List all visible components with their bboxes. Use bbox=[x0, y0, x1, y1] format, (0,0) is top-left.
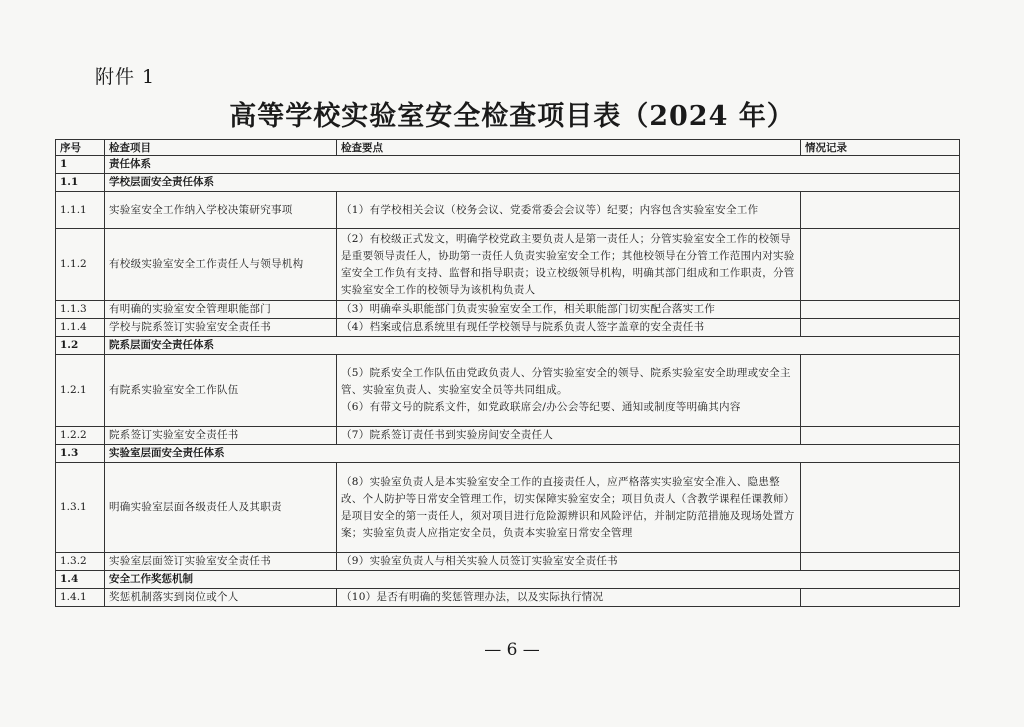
row-point: （7）院系签订责任书到实验房间安全责任人 bbox=[337, 427, 801, 445]
subsection-no: 1.1 bbox=[56, 174, 105, 192]
table-row bbox=[56, 192, 960, 229]
row-record bbox=[801, 319, 960, 337]
row-no: 1.2.2 bbox=[56, 427, 105, 445]
document-title: 高等学校实验室安全检查项目表（2024 年） bbox=[229, 101, 795, 132]
section-row bbox=[56, 156, 960, 174]
row-point: （2）有校级正式发文，明确学校党政主要负责人是第一责任人；分管实验室安全工作的校领导是重要领导责任人，协助第一责任人负责实验室安全工作；其他校领导在分管工作范围内对实验室安全工作负有支持、监督和指导职责；设立校级领导机构，明确其部门组成和工作职责，分管实验室安全工作的校领导为该机构负责人 bbox=[337, 229, 801, 301]
row-point: （9）实验室负责人与相关实验人员签订实验室安全责任书 bbox=[337, 553, 801, 571]
table-row bbox=[56, 301, 960, 319]
page-number: — 6 — bbox=[484, 640, 540, 660]
row-record bbox=[801, 192, 960, 229]
row-item: 有院系实验室安全工作队伍 bbox=[105, 355, 337, 427]
row-point: （8）实验室负责人是本实验室安全工作的直接责任人，应严格落实实验室安全准入、隐患整改、个人防护等日常安全管理工作，切实保障实验室安全；项目负责人（含教学课程任课教师）是项目安全的第一责任人，须对项目进行危险源辨识和风险评估，并制定防范措施及现场处置方案；实验室负责人应指定安全员，负责本实验室日常安全管理 bbox=[337, 463, 801, 553]
row-record bbox=[801, 427, 960, 445]
subsection-no: 1.3 bbox=[56, 445, 105, 463]
row-record bbox=[801, 229, 960, 301]
header-point: 检查要点 bbox=[337, 140, 801, 156]
subsection-name: 学校层面安全责任体系 bbox=[105, 174, 960, 192]
row-record bbox=[801, 553, 960, 571]
row-no: 1.1.4 bbox=[56, 319, 105, 337]
header-row bbox=[56, 140, 960, 156]
header-item: 检查项目 bbox=[105, 140, 337, 156]
row-point: （1）有学校相关会议（校务会议、党委常委会会议等）纪要；内容包含实验室安全工作 bbox=[337, 192, 801, 229]
row-item: 奖惩机制落实到岗位或个人 bbox=[105, 589, 337, 607]
row-item: 院系签订实验室安全责任书 bbox=[105, 427, 337, 445]
row-item: 有明确的实验室安全管理职能部门 bbox=[105, 301, 337, 319]
row-no: 1.1.2 bbox=[56, 229, 105, 301]
row-point: （3）明确牵头职能部门负责实验室安全工作，相关职能部门切实配合落实工作 bbox=[337, 301, 801, 319]
subsection-row bbox=[56, 571, 960, 589]
row-item: 学校与院系签订实验室安全责任书 bbox=[105, 319, 337, 337]
row-point-6: （6）有带文号的院系文件，如党政联席会/办公会等纪要、通知或制度等明确其内容 bbox=[341, 401, 741, 413]
section-no: 1 bbox=[56, 156, 105, 174]
subsection-name: 院系层面安全责任体系 bbox=[105, 337, 960, 355]
header-record: 情况记录 bbox=[801, 140, 960, 156]
subsection-name: 实验室层面安全责任体系 bbox=[105, 445, 960, 463]
row-point-5: （5）院系安全工作队伍由党政负责人、分管实验室安全的领导、院系实验室安全助理或安全主管、实验室负责人、实验室安全员等共同组成。 bbox=[341, 367, 791, 396]
row-record bbox=[801, 463, 960, 553]
table-row bbox=[56, 589, 960, 607]
subsection-row bbox=[56, 337, 960, 355]
subsection-no: 1.4 bbox=[56, 571, 105, 589]
row-item: 实验室层面签订实验室安全责任书 bbox=[105, 553, 337, 571]
subsection-row bbox=[56, 445, 960, 463]
table-row bbox=[56, 319, 960, 337]
row-item: 有校级实验室安全工作责任人与领导机构 bbox=[105, 229, 337, 301]
row-item: 实验室安全工作纳入学校决策研究事项 bbox=[105, 192, 337, 229]
subsection-row bbox=[56, 174, 960, 192]
annex-label: 附件 1 bbox=[95, 66, 156, 88]
table-row bbox=[56, 229, 960, 301]
table-row bbox=[56, 427, 960, 445]
row-no: 1.1.3 bbox=[56, 301, 105, 319]
row-point bbox=[337, 355, 801, 427]
row-record bbox=[801, 301, 960, 319]
section-name: 责任体系 bbox=[105, 156, 960, 174]
inspection-table bbox=[55, 139, 960, 607]
table-row bbox=[56, 463, 960, 553]
row-record bbox=[801, 589, 960, 607]
row-no: 1.1.1 bbox=[56, 192, 105, 229]
subsection-name: 安全工作奖惩机制 bbox=[105, 571, 960, 589]
row-record bbox=[801, 355, 960, 427]
row-item: 明确实验室层面各级责任人及其职责 bbox=[105, 463, 337, 553]
table-row bbox=[56, 355, 960, 427]
row-no: 1.3.1 bbox=[56, 463, 105, 553]
row-point: （4）档案或信息系统里有现任学校领导与院系负责人签字盖章的安全责任书 bbox=[337, 319, 801, 337]
subsection-no: 1.2 bbox=[56, 337, 105, 355]
row-no: 1.2.1 bbox=[56, 355, 105, 427]
row-no: 1.4.1 bbox=[56, 589, 105, 607]
row-point: （10）是否有明确的奖惩管理办法，以及实际执行情况 bbox=[337, 589, 801, 607]
row-no: 1.3.2 bbox=[56, 553, 105, 571]
header-no: 序号 bbox=[56, 140, 105, 156]
table-row bbox=[56, 553, 960, 571]
